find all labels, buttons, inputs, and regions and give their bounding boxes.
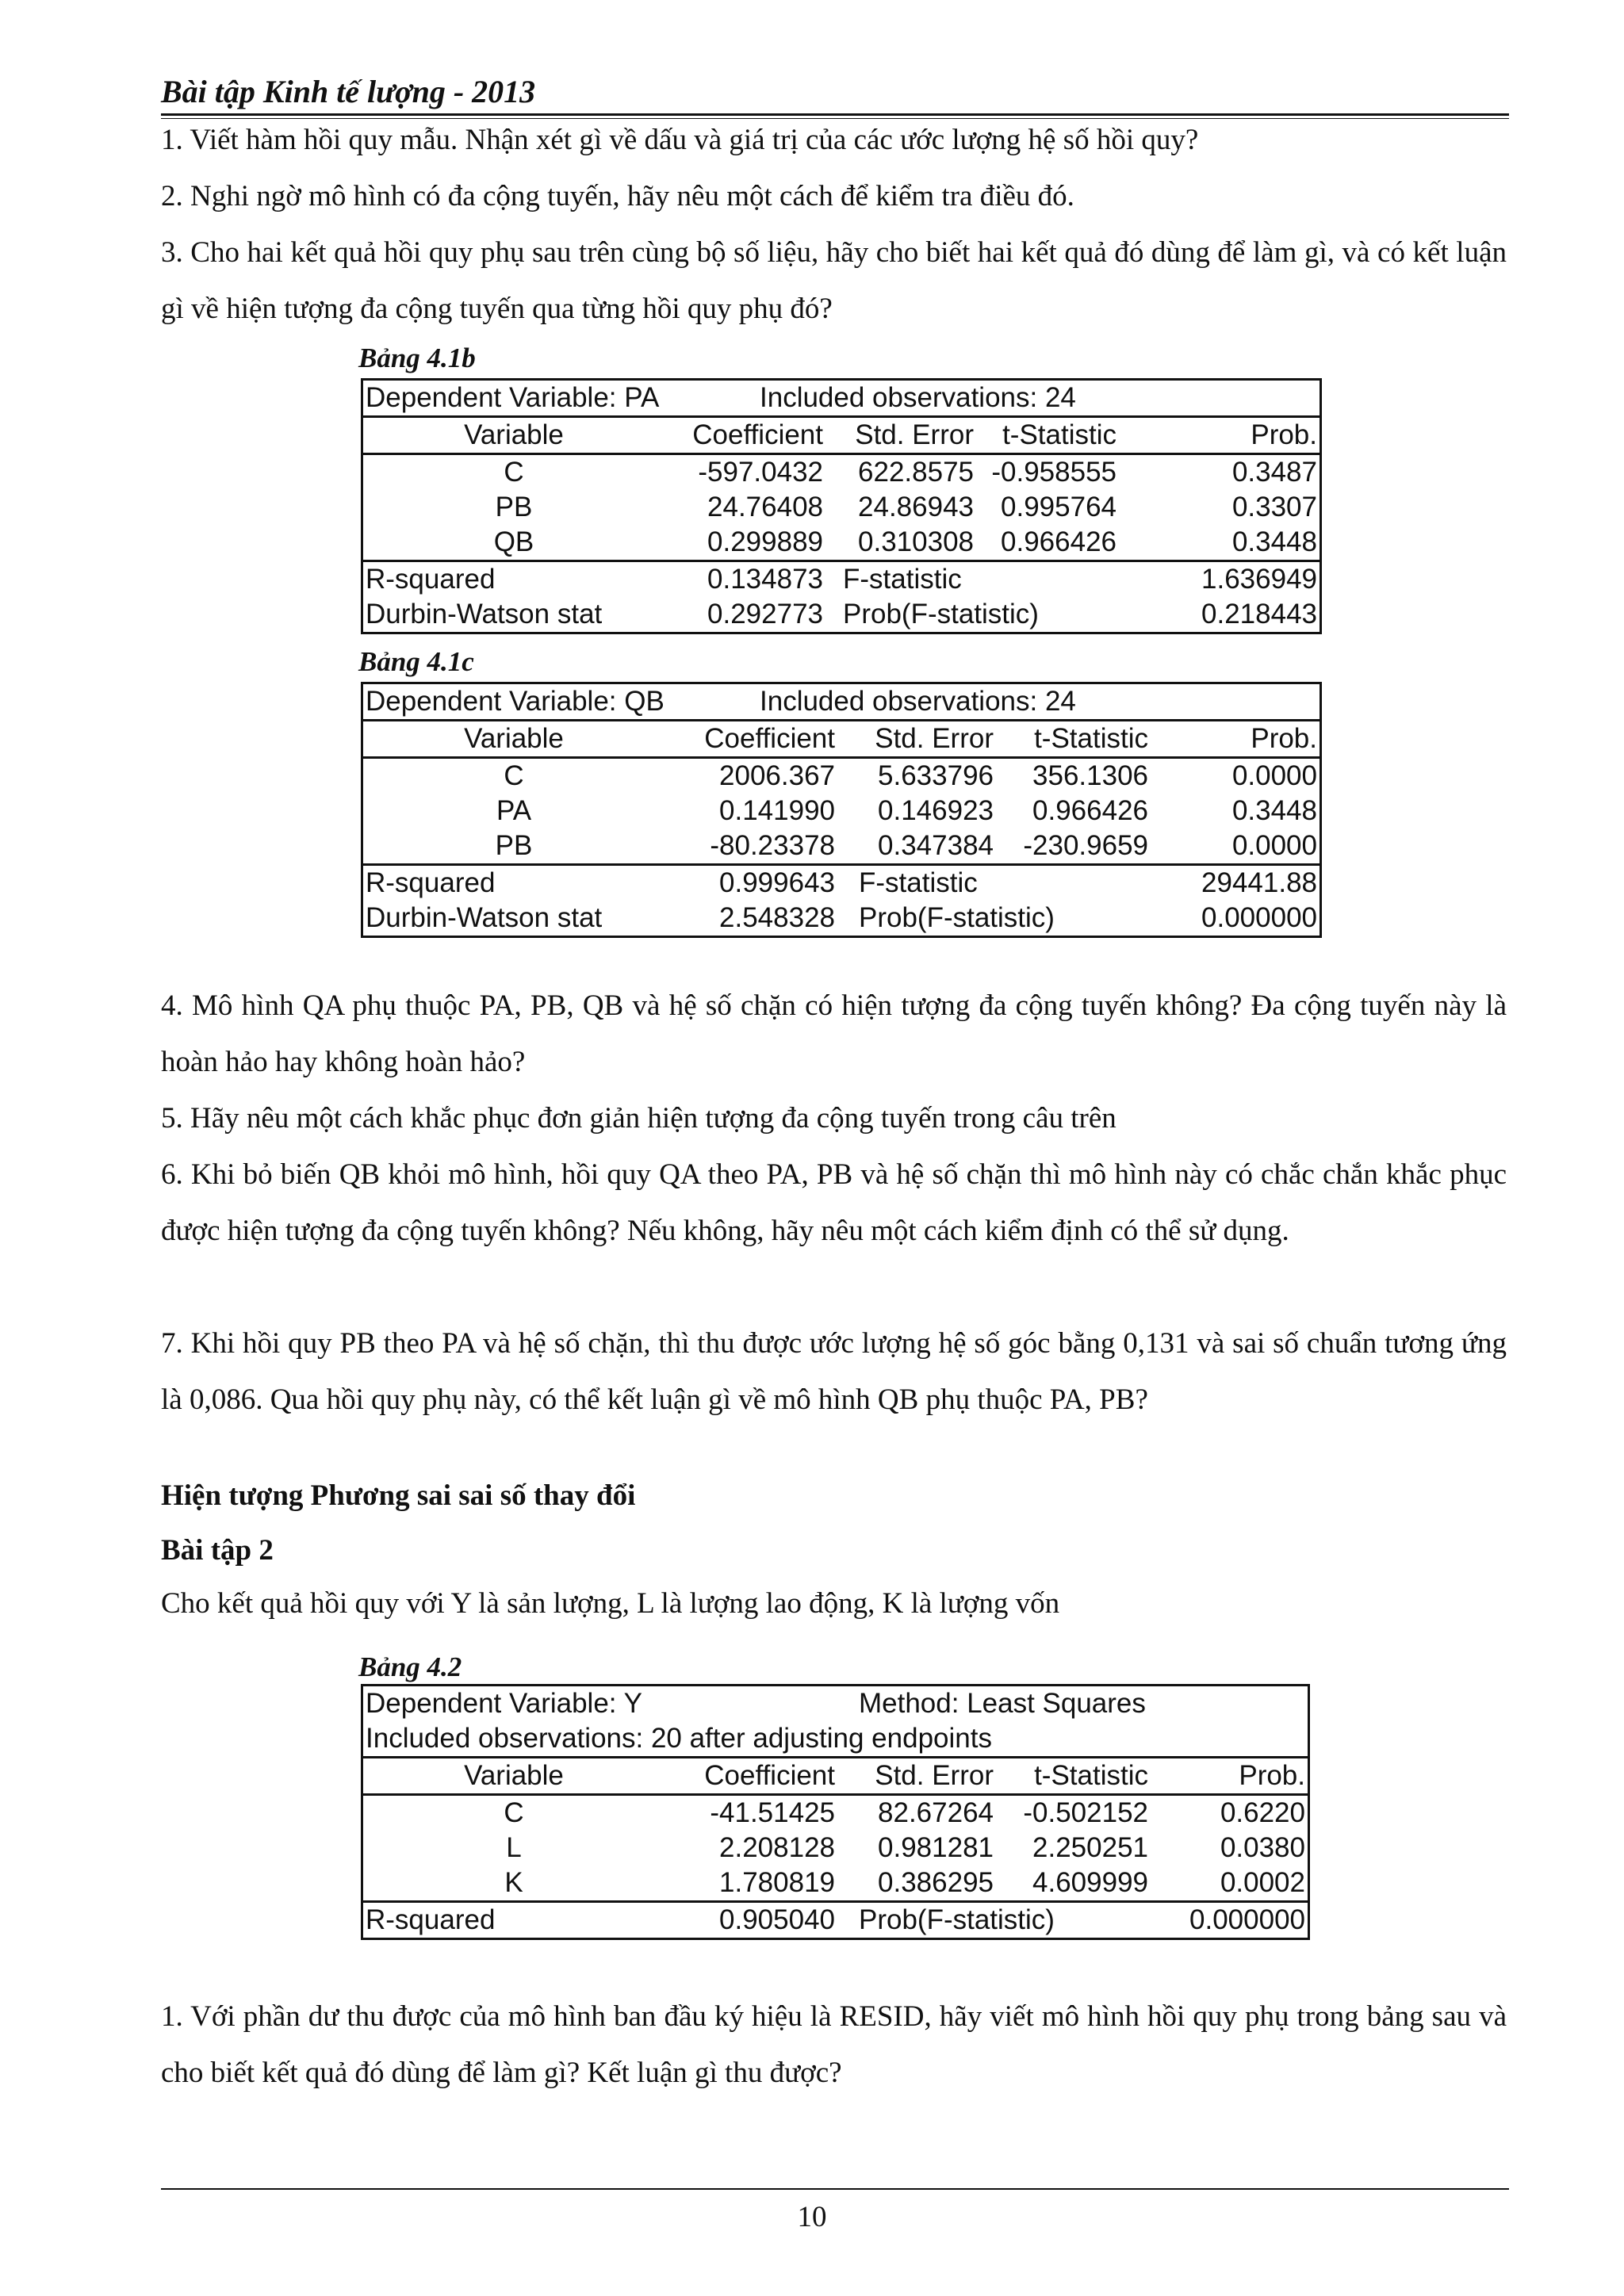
col-coefficient: Coefficient	[704, 1760, 835, 1791]
dep-var: Dependent Variable: Y	[366, 1688, 642, 1719]
stats-row	[363, 1900, 1308, 1938]
cell-coefficient: 0.299889	[707, 526, 823, 557]
header-title: Bài tập Kinh tế lượng - 2013	[161, 74, 536, 109]
question-7: 7. Khi hồi quy PB theo PA và hệ số chặn, thì thu được ước lượng hệ số góc bằng 0,131 và sai số chuẩn tương ứng là 0,086. Qua hồi quy phụ này, có thể kết luận gì về mô hình QB phụ thuộc PA, PB?	[161, 1327, 1507, 1416]
stat-label: Durbin-Watson stat	[366, 902, 603, 933]
col-std-error: Std. Error	[855, 419, 974, 450]
cell-t-statistic: 0.966426	[1032, 795, 1148, 826]
cell-t-statistic: -230.9659	[1023, 830, 1148, 861]
question-2: 2. Nghi ngờ mô hình có đa cộng tuyến, hãy nêu một cách để kiểm tra điều đó.	[161, 180, 1074, 212]
table-row	[363, 1866, 1308, 1900]
question-5: 5. Hãy nêu một cách khắc phục đơn giản hiện tượng đa cộng tuyến trong câu trên	[161, 1102, 1116, 1135]
cell-coefficient: 0.141990	[719, 795, 835, 826]
cell-t-statistic: -0.958555	[991, 457, 1116, 488]
stat-value: 0.134873	[707, 564, 823, 595]
cell-std-error: 0.386295	[878, 1867, 994, 1898]
stats-row	[363, 863, 1320, 901]
table-header-row	[363, 1721, 1308, 1756]
table-header-row	[363, 1686, 1308, 1721]
cell-prob: 0.6220	[1220, 1797, 1305, 1828]
method: Method: Least Squares	[859, 1688, 1146, 1719]
cell-t-statistic: 0.995764	[1001, 492, 1116, 522]
stats-row	[363, 597, 1320, 632]
table-41c	[361, 682, 1322, 938]
cell-coefficient: 2006.367	[719, 760, 835, 791]
section-heading: Hiện tượng Phương sai sai số thay đổi	[161, 1479, 636, 1512]
col-t-statistic: t-Statistic	[1002, 419, 1116, 450]
column-header-row	[363, 1756, 1308, 1793]
table-row	[363, 453, 1320, 490]
stat-label: Durbin-Watson stat	[366, 599, 603, 629]
cell-prob: 0.0002	[1220, 1867, 1305, 1898]
question-6: 6. Khi bỏ biến QB khỏi mô hình, hồi quy QA theo PA, PB và hệ số chặn thì mô hình này có chắc chắn khắc phục được hiện tượng đa cộng tuyến không? Nếu không, hãy nêu một cách kiểm định có thể sử dụng.	[161, 1158, 1507, 1247]
cell-std-error: 0.310308	[858, 526, 974, 557]
table-42-caption: Bảng 4.2	[358, 1651, 462, 1682]
stat-value: 0.292773	[707, 599, 823, 629]
col-variable: Variable	[464, 723, 564, 754]
cell-t-statistic: -0.502152	[1023, 1797, 1148, 1828]
dep-var: Dependent Variable: PA	[366, 382, 660, 413]
stat-value: 0.905040	[719, 1904, 835, 1935]
stat-value: 0.000000	[1201, 902, 1317, 933]
question-bottom-1: 1. Với phần dư thu được của mô hình ban đầu ký hiệu là RESID, hãy viết mô hình hồi quy phụ trong bảng sau và cho biết kết quả đó dùng để làm gì? Kết luận gì thu được?	[161, 2000, 1507, 2089]
question-3: 3. Cho hai kết quả hồi quy phụ sau trên cùng bộ số liệu, hãy cho biết hai kết quả đó dùng để làm gì, và có kết luận gì về hiện tượng đa cộng tuyến qua từng hồi quy phụ đó?	[161, 236, 1507, 325]
exercise-intro: Cho kết quả hồi quy với Y là sản lượng, L là lượng lao động, K là lượng vốn	[161, 1587, 1060, 1620]
table-41c-caption: Bảng 4.1c	[358, 646, 474, 677]
cell-variable: L	[506, 1832, 522, 1863]
cell-prob: 0.3487	[1231, 457, 1317, 488]
stat-label: Prob(F-statistic)	[843, 599, 1039, 629]
cell-std-error: 82.67264	[878, 1797, 994, 1828]
obs: Included observations: 20 after adjusting endpoints	[366, 1723, 992, 1754]
page-number: 10	[797, 2201, 827, 2233]
cell-prob: 0.3448	[1231, 526, 1317, 557]
cell-coefficient: -80.23378	[710, 830, 835, 861]
cell-t-statistic: 0.966426	[1001, 526, 1116, 557]
table-41b	[361, 378, 1322, 634]
stat-label: F-statistic	[859, 867, 978, 898]
col-prob: Prob.	[1251, 419, 1317, 450]
question-1: 1. Viết hàm hồi quy mẫu. Nhận xét gì về dấu và giá trị của các ước lượng hệ số hồi quy?	[161, 124, 1199, 156]
cell-variable: C	[504, 760, 524, 791]
col-std-error: Std. Error	[875, 723, 994, 754]
dep-var: Dependent Variable: QB	[366, 686, 665, 717]
col-prob: Prob.	[1239, 1760, 1305, 1791]
stat-value: 2.548328	[719, 902, 835, 933]
col-prob: Prob.	[1251, 723, 1317, 754]
table-header-row	[363, 684, 1320, 719]
table-row	[363, 1793, 1308, 1831]
stat-label: F-statistic	[843, 564, 962, 595]
cell-t-statistic: 356.1306	[1032, 760, 1148, 791]
col-std-error: Std. Error	[875, 1760, 994, 1791]
footer-rule	[161, 2188, 1509, 2190]
stats-row	[363, 560, 1320, 597]
stat-value: 0.000000	[1189, 1904, 1305, 1935]
column-header-row	[363, 719, 1320, 756]
cell-std-error: 622.8575	[858, 457, 974, 488]
stats-row	[363, 901, 1320, 936]
table-row	[363, 794, 1320, 828]
cell-coefficient: -597.0432	[698, 457, 823, 488]
col-t-statistic: t-Statistic	[1034, 1760, 1148, 1791]
cell-variable: PA	[496, 795, 532, 826]
cell-t-statistic: 2.250251	[1032, 1832, 1148, 1863]
cell-prob: 0.0000	[1231, 830, 1317, 861]
cell-coefficient: 2.208128	[719, 1832, 835, 1863]
cell-variable: C	[504, 457, 524, 488]
table-row	[363, 828, 1320, 863]
stat-label: R-squared	[366, 1904, 496, 1935]
col-variable: Variable	[464, 1760, 564, 1791]
column-header-row	[363, 415, 1320, 453]
obs: Included observations: 24	[760, 382, 1076, 413]
cell-std-error: 0.347384	[878, 830, 994, 861]
cell-prob: 0.0000	[1231, 760, 1317, 791]
cell-std-error: 5.633796	[878, 760, 994, 791]
col-t-statistic: t-Statistic	[1034, 723, 1148, 754]
cell-variable: PB	[495, 830, 533, 861]
table-row	[363, 756, 1320, 794]
cell-coefficient: 1.780819	[719, 1867, 835, 1898]
cell-variable: PB	[495, 492, 533, 522]
table-41b-caption: Bảng 4.1b	[358, 342, 476, 373]
question-4: 4. Mô hình QA phụ thuộc PA, PB, QB và hệ số chặn có hiện tượng đa cộng tuyến không? Đa cộng tuyến này là hoàn hảo hay không hoàn hảo?	[161, 989, 1507, 1078]
cell-prob: 0.0380	[1220, 1832, 1305, 1863]
table-42	[361, 1684, 1310, 1940]
cell-variable: K	[504, 1867, 523, 1898]
table-row	[363, 490, 1320, 525]
col-coefficient: Coefficient	[692, 419, 823, 450]
col-coefficient: Coefficient	[704, 723, 835, 754]
cell-std-error: 0.146923	[878, 795, 994, 826]
exercise-heading: Bài tập 2	[161, 1534, 274, 1567]
cell-std-error: 0.981281	[878, 1832, 994, 1863]
stat-value: 29441.88	[1201, 867, 1317, 898]
stat-value: 1.636949	[1201, 564, 1317, 595]
stat-label: Prob(F-statistic)	[859, 902, 1055, 933]
cell-coefficient: 24.76408	[707, 492, 823, 522]
cell-variable: C	[504, 1797, 524, 1828]
stat-label: Prob(F-statistic)	[859, 1904, 1055, 1935]
cell-std-error: 24.86943	[858, 492, 974, 522]
obs: Included observations: 24	[760, 686, 1076, 717]
cell-coefficient: -41.51425	[710, 1797, 835, 1828]
cell-t-statistic: 4.609999	[1032, 1867, 1148, 1898]
stat-label: R-squared	[366, 564, 496, 595]
stat-value: 0.218443	[1201, 599, 1317, 629]
cell-variable: QB	[493, 526, 534, 557]
table-row	[363, 1831, 1308, 1866]
col-variable: Variable	[464, 419, 564, 450]
table-header-row	[363, 381, 1320, 415]
cell-prob: 0.3307	[1231, 492, 1317, 522]
stat-value: 0.999643	[719, 867, 835, 898]
cell-prob: 0.3448	[1231, 795, 1317, 826]
table-row	[363, 525, 1320, 560]
stat-label: R-squared	[366, 867, 496, 898]
